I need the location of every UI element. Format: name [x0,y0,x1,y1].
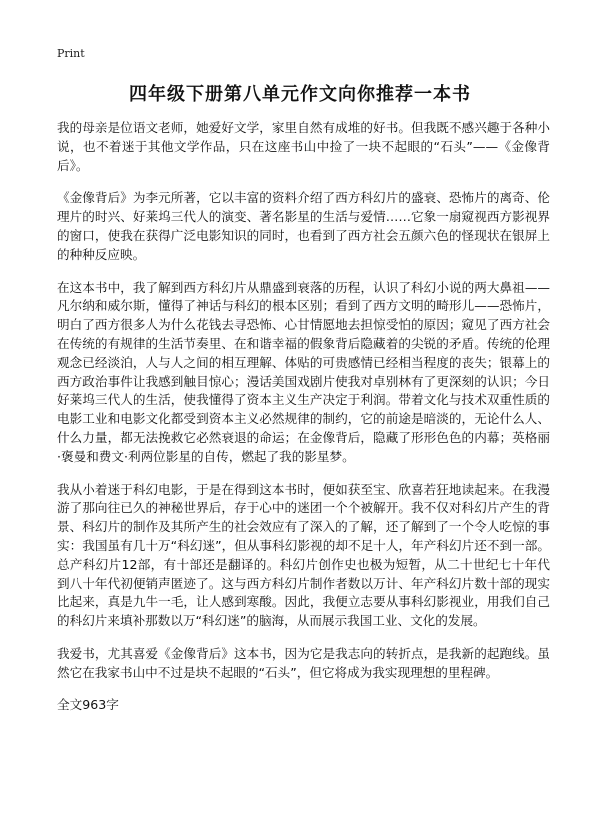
paragraph-3: 在这本书中，我了解到西方科幻片从鼎盛到衰落的历程，认识了科幻小说的两大鼻祖——凡尔纳和威尔斯，懂得了神话与科幻的根本区别；看到了西方文明的畸形儿——恐怖片，明白了西方很多人为什么花钱去寻恐怖、心甘情愿地去担惊受怕的原因；窥见了西方社会在传统的有规律的生活节奏里、在和谐幸福的假象背后隐藏着的尖锐的矛盾。传统的伦理观念已经淡泊，人与人之间的相互理解、体贴的可贵感情已经相当程度的丧失；银幕上的西方政治事件让我感到触目惊心；漫话美国戏剧片使我对卓别林有了更深刻的认识；今日好莱坞三代人的生活，使我懂得了资本主义生产决定于利润。带着文化与技术双重性质的电影工业和电影文化都受到资本主义必然规律的制约，它的前途是暗淡的，无论什么人、什么力量，都无法挽救它必然衰退的命运；在金像背后，隐藏了形形色色的内幕；英格丽·褒曼和费文·利两位影星的自传，燃起了我的影星梦。 [57,279,550,464]
paragraph-4: 我从小着迷于科幻电影，于是在得到这本书时，便如获至宝、欣喜若狂地读起来。在我漫游了那向往已久的神秘世界后，存于心中的迷团一个个被解开。我不仅对科幻片产生的背景、科幻片的制作及其所产生的社会效应有了深入的了解，还了解到了一个令人吃惊的事实：我国虽有几十万“科幻迷”，但从事科幻影视的却不足十人，年产科幻片还不到一部。总产科幻片12部，有十部还是翻译的。科幻片创作史也极为短暂，从二十世纪七十年代到八十年代初便销声匿迹了。这与西方科幻片制作者数以万计、年产科幻片数十部的现实比起来，真是九牛一毛，让人感到寒酸。因此，我便立志要从事科幻影视业，用我们自己的科幻片来填补那数以万“科幻迷”的脑海，从而展示我国工业、文化的发展。 [57,481,550,629]
article-body [57,119,550,714]
paragraph-1: 我的母亲是位语文老师，她爱好文学，家里自然有成堆的好书。但我既不感兴趣于各种小说，也不着迷于其他文学作品，只在这座书山中捡了一块不起眼的“石头”——《金像背后》。 [57,120,550,173]
paragraph-2: 《金像背后》为李元所著，它以丰富的资料介绍了西方科幻片的盛衰、恐怖片的离奇、伦理片的时兴、好莱坞三代人的演变、著名影星的生活与爱情……它象一扇窥视西方影视界的窗口，使我在获得广泛电影知识的同时，也看到了西方社会五颜六色的怪现状在银屏上的种种反应映。 [57,190,550,262]
print-link[interactable]: Print [57,47,85,60]
word-count: 全文963字 [57,696,119,712]
paragraph-5: 我爱书，尤其喜爱《金像背后》这本书，因为它是我志向的转折点，是我新的起跑线。虽然它在我家书山中不过是块不起眼的“石头”，但它将成为我实现理想的里程碑。 [57,645,550,680]
page-title: 四年级下册第八单元作文向你推荐一本书 [129,84,471,105]
